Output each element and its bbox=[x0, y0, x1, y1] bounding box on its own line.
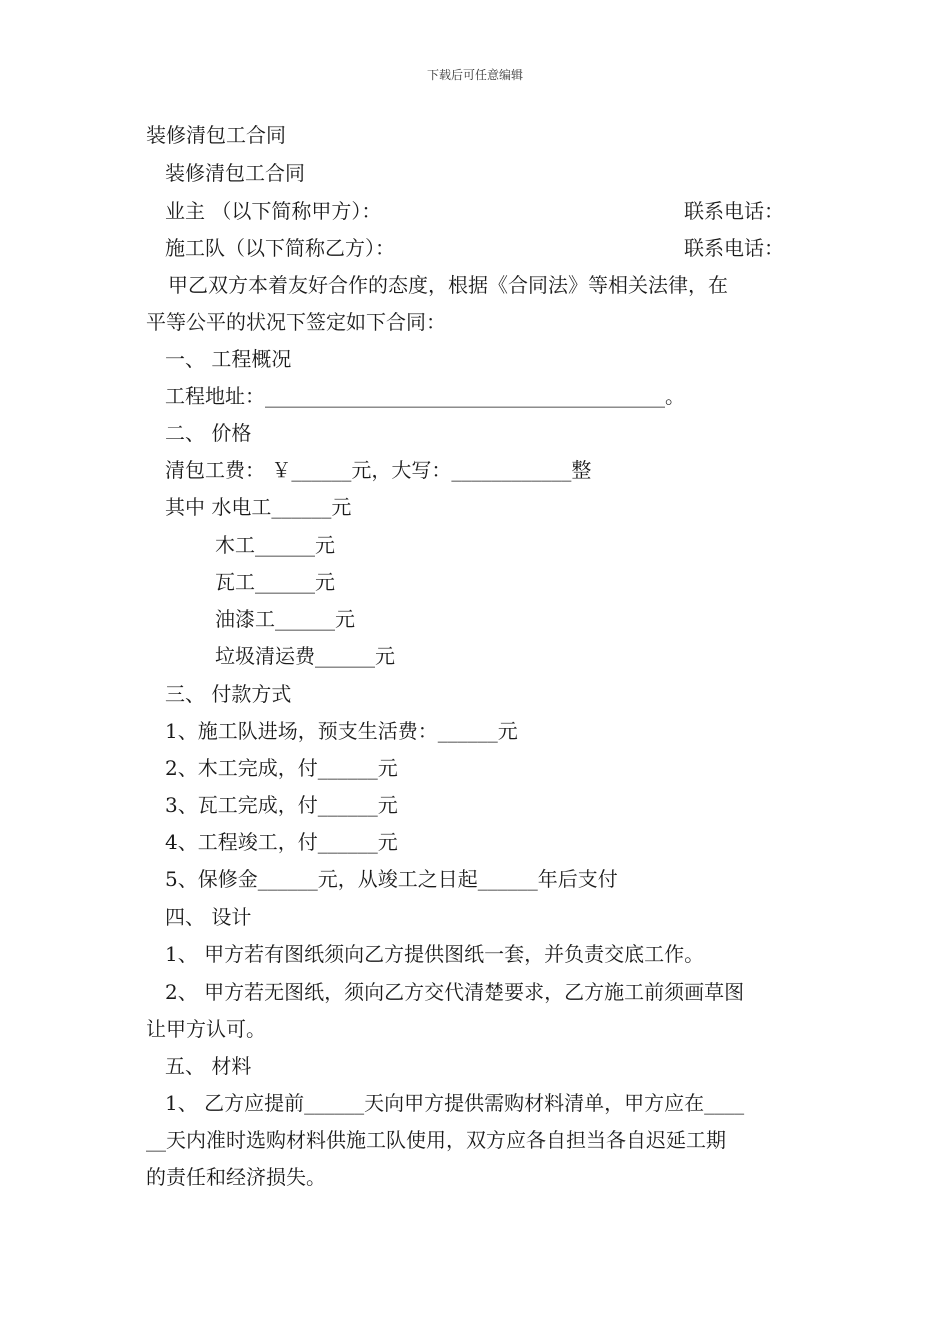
intro-paragraph-line-2: 平等公平的状况下签定如下合同： bbox=[146, 310, 446, 334]
doc-title: 装修清包工合同 bbox=[146, 123, 286, 147]
design-item-2-line-1: 2、 甲方若无图纸，须向乙方交代清楚要求，乙方施工前须画草图 bbox=[165, 980, 745, 1004]
contractor-line: 施工队（以下简称乙方）： bbox=[165, 236, 395, 260]
design-item-1: 1、 甲方若有图纸须向乙方提供图纸一套，并负责交底工作。 bbox=[165, 942, 705, 966]
section-2-heading: 二、 价格 bbox=[165, 421, 252, 445]
section-3-heading: 三、 付款方式 bbox=[165, 682, 292, 706]
owner-line: 业主 （以下简称甲方）： bbox=[165, 199, 382, 223]
project-address-line: 工程地址：________________________________________。 bbox=[165, 384, 685, 408]
page-header-note: 下载后可任意编辑 bbox=[426, 68, 523, 82]
payment-item-1: 1、施工队进场，预支生活费：______元 bbox=[165, 719, 518, 743]
material-item-1-line-2: __天内准时选购材料供施工队使用，双方应各自担当各自迟延工期 bbox=[146, 1128, 726, 1152]
payment-item-4: 4、工程竣工，付______元 bbox=[165, 830, 398, 854]
section-5-heading: 五、 材料 bbox=[165, 1054, 252, 1078]
contractor-contact-label: 联系电话： bbox=[684, 236, 784, 260]
contract-title: 装修清包工合同 bbox=[165, 161, 305, 185]
section-4-heading: 四、 设计 bbox=[165, 905, 252, 929]
painting-fee-line: 油漆工______元 bbox=[215, 607, 355, 631]
section-1-heading: 一、 工程概况 bbox=[165, 347, 292, 371]
waste-removal-fee-line: 垃圾清运费______元 bbox=[215, 644, 395, 668]
carpentry-fee-line: 木工______元 bbox=[215, 533, 335, 557]
tiling-fee-line: 瓦工______元 bbox=[215, 570, 335, 594]
intro-paragraph-line-1: 甲乙双方本着友好合作的态度，根据《合同法》等相关法律，在 bbox=[168, 273, 728, 297]
electrician-fee-line: 其中 水电工______元 bbox=[165, 495, 352, 519]
payment-item-5: 5、保修金______元，从竣工之日起______年后支付 bbox=[165, 867, 618, 891]
material-item-1-line-3: 的责任和经济损失。 bbox=[146, 1165, 326, 1189]
payment-item-3: 3、瓦工完成，付______元 bbox=[165, 793, 398, 817]
labor-fee-line: 清包工费： ￥______元，大写：____________整 bbox=[165, 458, 592, 482]
design-item-2-line-2: 让甲方认可。 bbox=[146, 1017, 266, 1041]
material-item-1-line-1: 1、 乙方应提前______天向甲方提供需购材料清单，甲方应在____ bbox=[165, 1091, 745, 1115]
owner-contact-label: 联系电话： bbox=[684, 199, 784, 223]
payment-item-2: 2、木工完成，付______元 bbox=[165, 756, 398, 780]
